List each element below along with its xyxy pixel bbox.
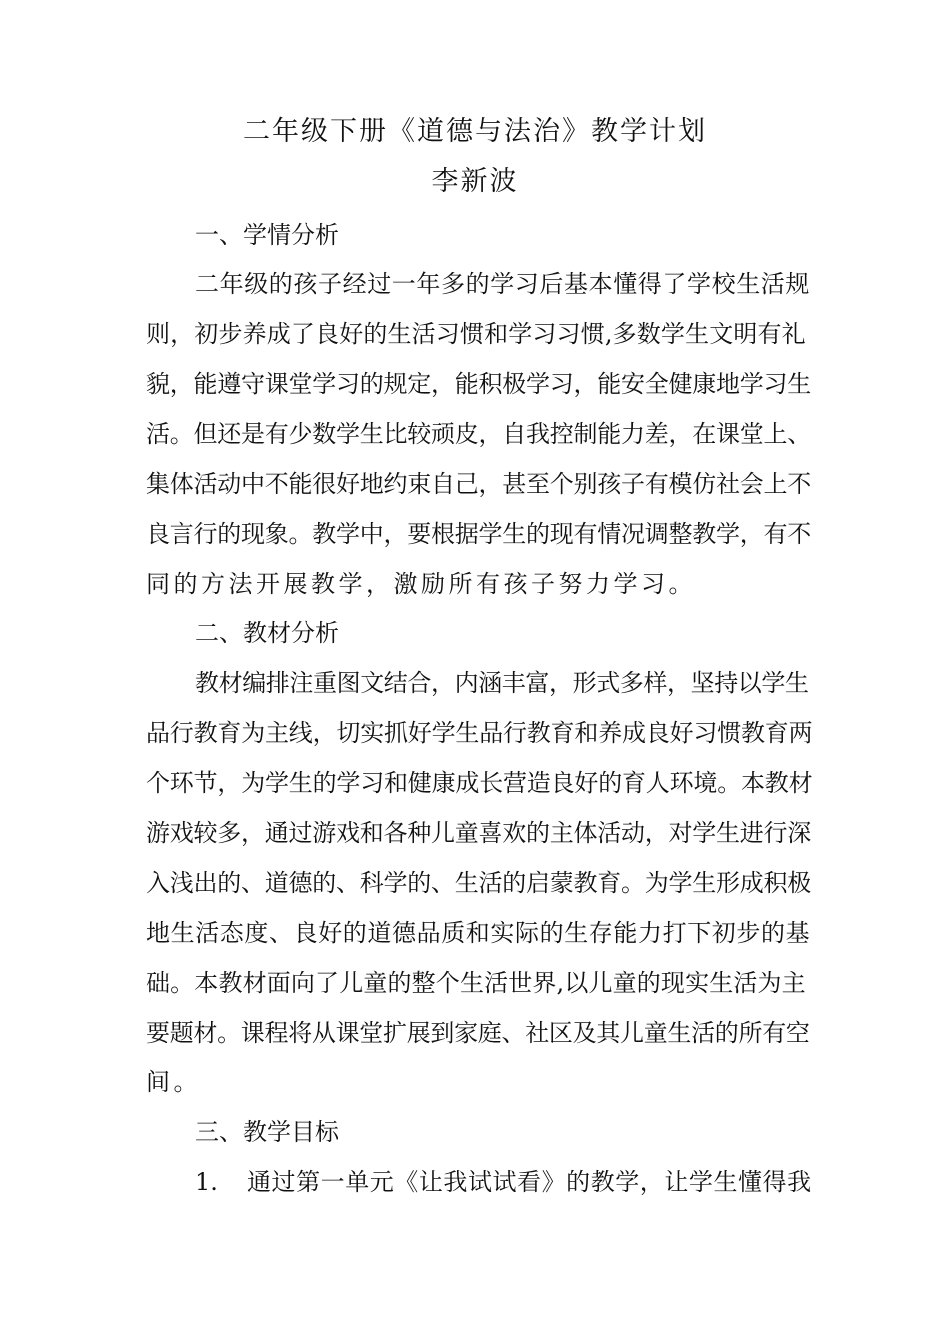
paragraph-line: 要题材。课程将从课堂扩展到家庭、社区及其儿童生活的所有空 (146, 1019, 810, 1047)
paragraph-line: 地生活态度、良好的道德品质和实际的生存能力打下初步的基 (146, 919, 811, 947)
section-heading-3: 三、教学目标 (195, 1118, 339, 1146)
paragraph-line: 同的方法开展教学，激励所有孩子努力学习。 (146, 570, 696, 598)
paragraph-line: 貌，能遵守课堂学习的规定，能积极学习，能安全健康地学习生 (146, 370, 811, 398)
paragraph-line: 活。但还是有少数学生比较顽皮，自我控制能力差，在课堂上、 (146, 420, 811, 448)
paragraph-line: 个环节，为学生的学习和健康成长营造良好的育人环境。本教材 (146, 769, 813, 797)
paragraph-line: 二年级的孩子经过一年多的学习后基本懂得了学校生活规 (195, 270, 810, 298)
paragraph-line: 集体活动中不能很好地约束自己，甚至个别孩子有模仿社会上不 (146, 470, 811, 498)
paragraph-line: 间。 (146, 1068, 201, 1096)
document-author: 李新波 (431, 166, 519, 197)
paragraph-line: 游戏较多，通过游戏和各种儿童喜欢的主体活动，对学生进行深 (146, 819, 811, 847)
paragraph-line: 教材编排注重图文结合，内涵丰富，形式多样，坚持以学生 (195, 669, 809, 697)
paragraph-line: 则，初步养成了良好的生活习惯和学习习惯,多数学生文明有礼 (146, 320, 806, 348)
paragraph-line: 础。本教材面向了儿童的整个生活世界,以儿童的现实生活为主 (146, 969, 806, 997)
section-heading-2: 二、教材分析 (195, 619, 339, 647)
list-item-number: 1. (195, 1168, 218, 1196)
paragraph-line: 良言行的现象。教学中，要根据学生的现有情况调整教学，有不 (146, 520, 811, 548)
list-item-text: 通过第一单元《让我试试看》的教学，让学生懂得我 (247, 1168, 812, 1196)
paragraph-line: 品行教育为主线，切实抓好学生品行教育和养成良好习惯教育两 (146, 719, 813, 747)
document-title: 二年级下册《道德与法治》教学计划 (243, 116, 707, 147)
section-heading-1: 一、学情分析 (195, 221, 339, 249)
paragraph-line: 入浅出的、道德的、科学的、生活的启蒙教育。为学生形成积极 (146, 869, 811, 897)
